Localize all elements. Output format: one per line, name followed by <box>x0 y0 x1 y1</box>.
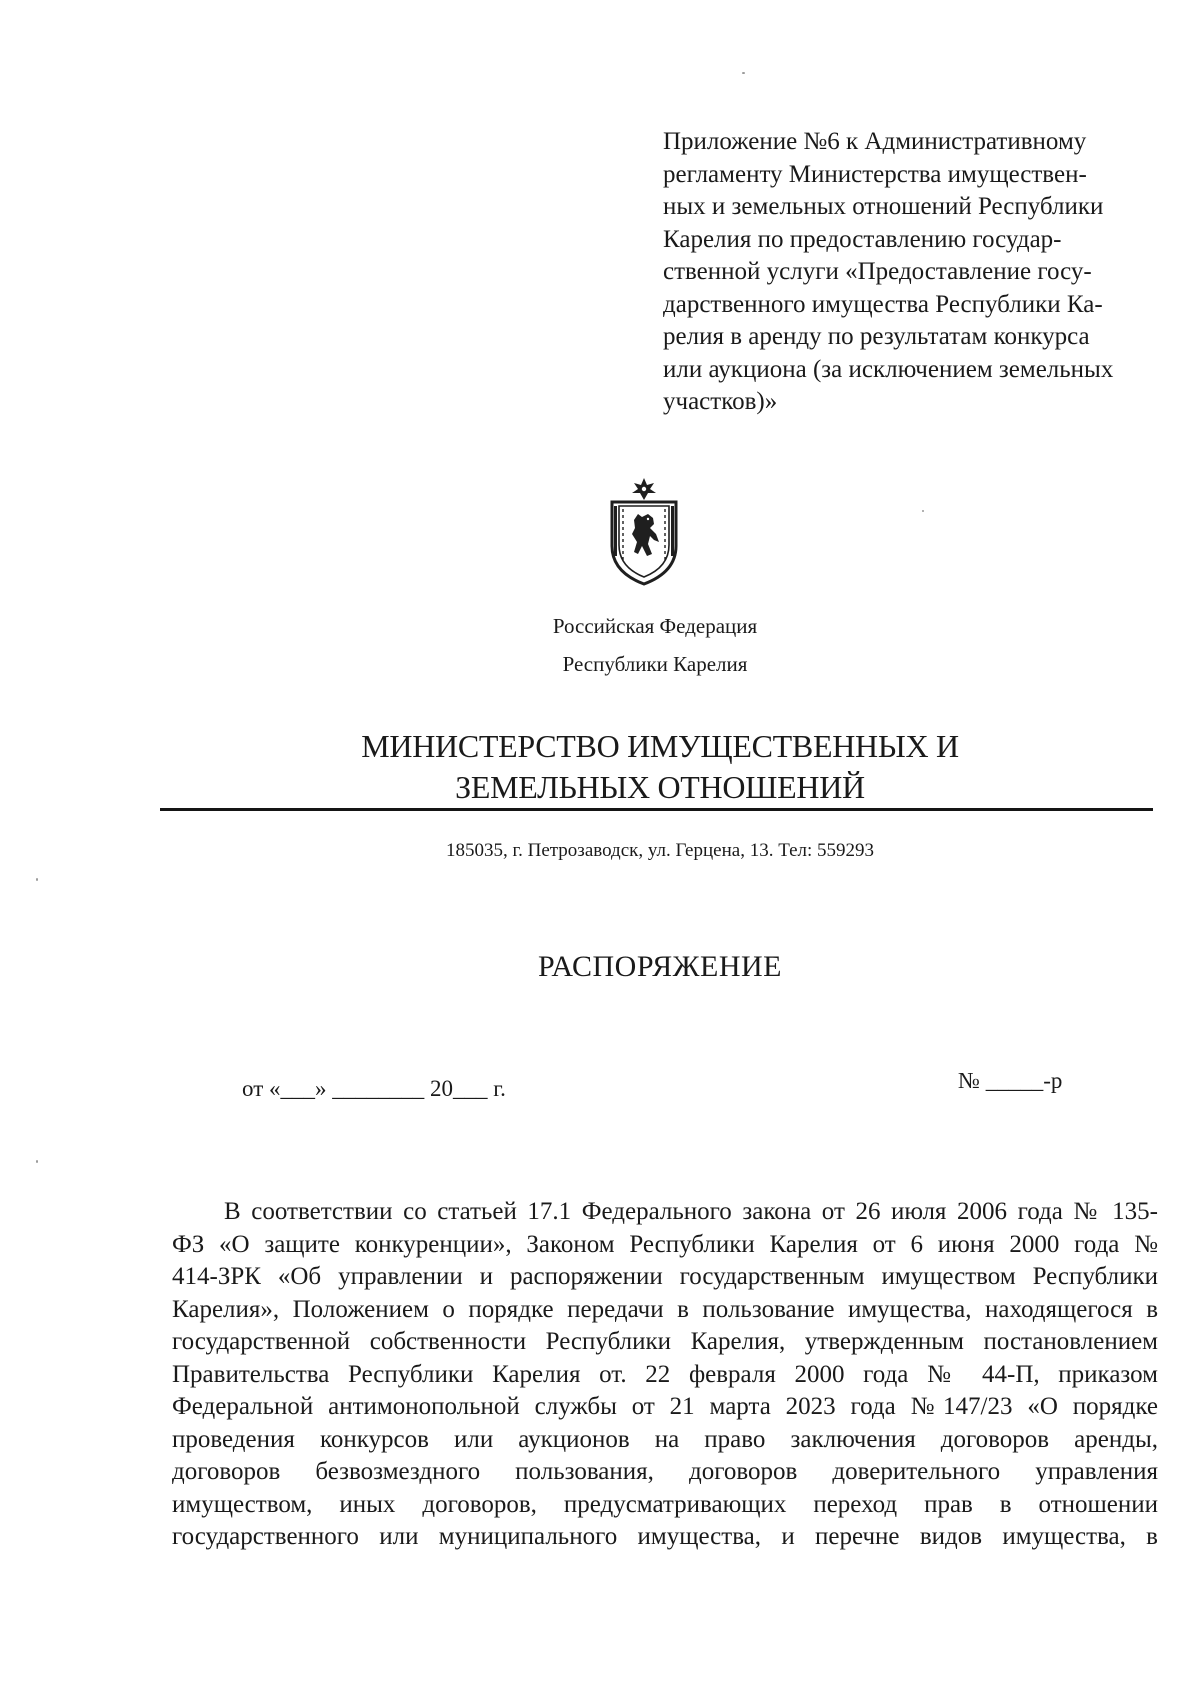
region-name: Республики Карелия <box>562 652 748 676</box>
body-line: Карелия», Положением о порядке передачи в пользование имущества, находящегося в <box>172 1295 1158 1323</box>
date-field: от «___» ________ 20___ г. <box>242 1076 506 1101</box>
annex-line: Карелия по предоставлению государ- <box>663 225 1062 253</box>
annex-line: ственной услуги «Предоставление госу- <box>663 258 1092 285</box>
ministry-name-line2: ЗЕМЕЛЬНЫХ ОТНОШЕНИЙ <box>455 769 865 805</box>
ministry-address: 185035, г. Петрозаводск, ул. Герцена, 13. Тел: 559293 <box>445 840 875 861</box>
body-line: ФЗ «О защите конкуренции», Законом Республики Карелия от 6 июня 2000 года № <box>172 1230 1158 1258</box>
annex-line: ных и земельных отношений Республики <box>663 193 1104 220</box>
annex-line: или аукциона (за исключением земельных <box>663 355 1114 383</box>
annex-line: дарственного имущества Республики Ка- <box>663 290 1103 318</box>
annex-line: Приложение №6 к Административному <box>663 128 1087 155</box>
body-line: проведения конкурсов или аукционов на право заключения договоров аренды, <box>172 1425 1158 1453</box>
annex-block <box>663 126 1153 419</box>
annex-line: регламенту Министерства имуществен- <box>663 160 1087 188</box>
country-name: Российская Федерация <box>552 614 758 638</box>
body-line: Федеральной антимонопольной службы от 21 марта 2023 года №147/23 «О порядке <box>172 1393 1158 1420</box>
scan-speck <box>36 878 38 881</box>
header-divider <box>160 808 1153 811</box>
document-title: РАСПОРЯЖЕНИЕ <box>537 950 783 983</box>
annex-line: релия в аренду по результатам конкурса <box>663 323 1090 350</box>
body-line: государственного или муниципального имущества, и перечне видов имущества, в <box>172 1523 1158 1550</box>
annex-line: участков)» <box>663 388 778 415</box>
scan-speck <box>36 1160 38 1163</box>
body-line: договоров безвозмездного пользования, договоров доверительного управления <box>172 1458 1158 1485</box>
body-line: государственной собственности Республики Карелия, утвержденным постановлением <box>172 1328 1158 1355</box>
scan-speck <box>922 510 924 512</box>
body-paragraph <box>172 1196 1158 1554</box>
scan-speck <box>742 72 745 74</box>
karelia-coat-of-arms-icon <box>604 476 684 586</box>
body-line: Правительства Республики Карелия от. 22 февраля 2000 года № 44-П, приказом <box>172 1360 1158 1388</box>
body-line: 414-ЗРК «Об управлении и распоряжении государственным имуществом Республики <box>172 1263 1158 1290</box>
body-line: В соответствии со статьей 17.1 Федерального закона от 26 июля 2006 года № 135- <box>224 1198 1158 1225</box>
body-line: имуществом, иных договоров, предусматривающих переход прав в отношении <box>172 1490 1158 1518</box>
ministry-name-line1: МИНИСТЕРСТВО ИМУЩЕСТВЕННЫХ И <box>361 728 959 764</box>
number-field: № _____-р <box>958 1068 1063 1093</box>
